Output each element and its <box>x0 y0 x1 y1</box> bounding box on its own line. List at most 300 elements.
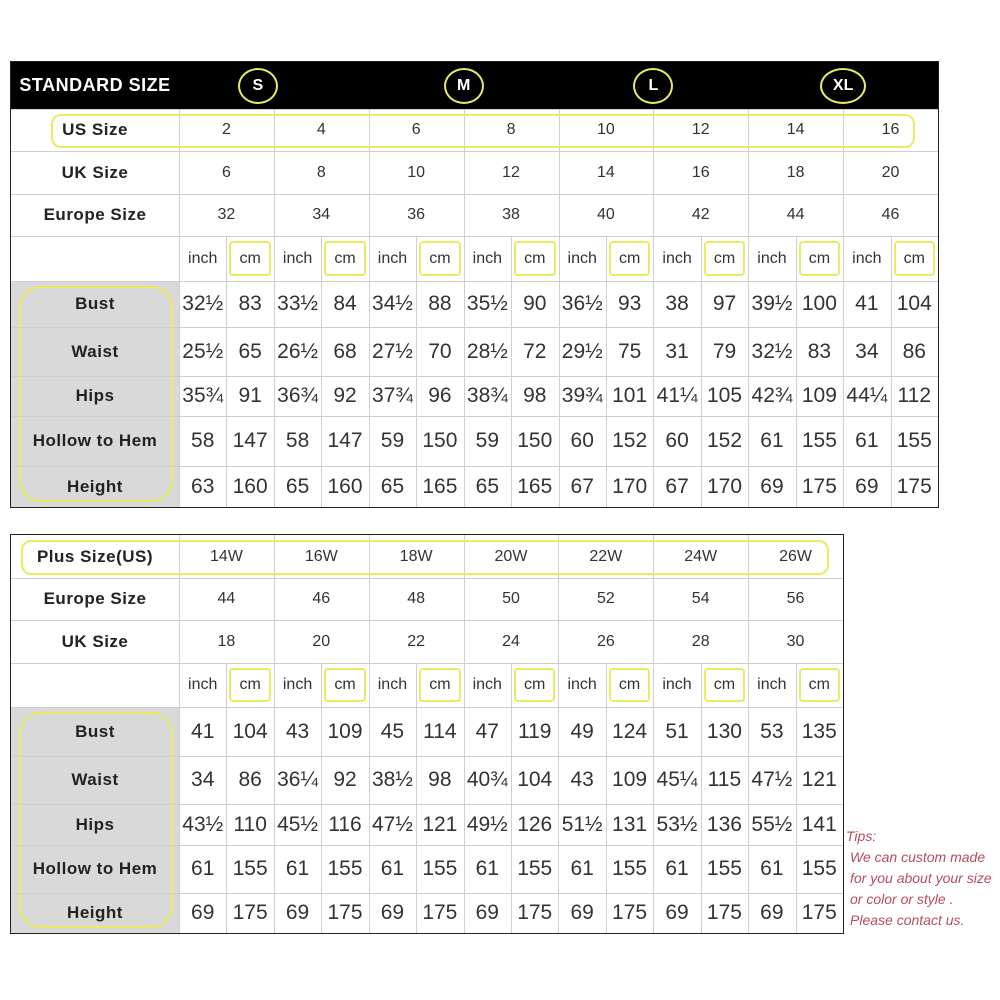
size-value: 40 <box>597 206 615 223</box>
measure-value: 126 <box>517 812 553 836</box>
unit-inch: inch <box>282 249 313 267</box>
measure-value: 155 <box>706 857 742 880</box>
unit-cm: cm <box>429 676 451 693</box>
measure-value: 69 <box>191 901 215 924</box>
measure-value: 136 <box>706 812 742 836</box>
measure-value: 45 <box>380 719 405 743</box>
grid-line <box>511 663 512 933</box>
measure-value: 86 <box>902 339 926 363</box>
unit-inch: inch <box>472 676 502 693</box>
measure-value: 43 <box>285 719 310 743</box>
size-value: 20W <box>494 547 528 565</box>
grid-line <box>653 109 654 507</box>
grid-line <box>11 327 938 328</box>
measure-value: 61 <box>380 857 405 880</box>
measure-value: 67 <box>570 474 594 498</box>
size-value: 18 <box>786 163 805 181</box>
measure-value: 43 <box>570 768 594 791</box>
measure-value: 147 <box>327 429 363 452</box>
measure-value: 104 <box>232 719 268 743</box>
measure-row-label: Hips <box>75 814 115 834</box>
measure-value: 116 <box>328 812 362 836</box>
measure-value: 47½ <box>751 768 793 791</box>
measure-value: 160 <box>232 474 268 498</box>
measure-value: 35¾ <box>182 384 224 407</box>
measure-value: 45¼ <box>656 768 698 791</box>
tips-note <box>846 826 992 931</box>
unit-cm: cm <box>429 249 451 267</box>
measure-value: 25½ <box>182 339 224 363</box>
measure-value: 61 <box>760 857 784 880</box>
grid-line <box>179 535 180 933</box>
measure-value: 141 <box>801 812 837 836</box>
grid-line <box>11 281 938 282</box>
measure-value: 110 <box>233 812 267 836</box>
size-value: 32 <box>217 206 236 223</box>
grid-line <box>11 151 938 152</box>
measure-row-label: Hips <box>75 386 115 405</box>
measure-row-label: Height <box>67 903 123 922</box>
unit-cm: cm <box>808 249 831 267</box>
measure-value: 61 <box>665 857 689 880</box>
measure-value: 45½ <box>277 812 318 836</box>
grid-line <box>891 236 892 507</box>
grid-line <box>11 804 843 805</box>
measure-value: 59 <box>380 429 405 452</box>
unit-cm: cm <box>524 249 546 267</box>
size-row-label: US Size <box>62 120 128 139</box>
measure-value: 83 <box>238 292 262 315</box>
grid-line <box>226 236 227 507</box>
measure-value: 59 <box>475 429 500 452</box>
measure-value: 92 <box>333 384 357 407</box>
size-value: 36 <box>407 206 426 223</box>
size-value: 18 <box>217 632 236 650</box>
grid-line <box>11 466 938 467</box>
unit-inch: inch <box>282 676 313 693</box>
measure-value: 175 <box>327 901 363 924</box>
tips-line: or color or style . <box>850 891 954 907</box>
measure-row-label: Hollow to Hem <box>32 859 158 878</box>
measure-value: 175 <box>232 901 268 924</box>
measure-value: 47 <box>475 719 499 743</box>
standard-size-table <box>10 61 939 508</box>
size-value: 24 <box>502 632 520 650</box>
measure-value: 39¾ <box>561 384 603 407</box>
measure-value: 34½ <box>372 292 413 315</box>
unit-inch: inch <box>472 249 503 267</box>
size-value: 48 <box>407 590 426 607</box>
measure-value: 69 <box>570 901 594 924</box>
size-value: 16 <box>691 163 710 181</box>
measure-value: 69 <box>665 901 689 924</box>
grid-line <box>653 535 654 933</box>
measure-value: 119 <box>517 719 552 743</box>
measure-value: 55½ <box>751 812 793 836</box>
measure-value: 170 <box>612 474 648 498</box>
measure-value: 61 <box>475 857 499 880</box>
measure-value: 130 <box>706 719 742 743</box>
size-value: 8 <box>506 121 516 138</box>
measure-value: 75 <box>617 339 642 363</box>
measure-value: 67 <box>665 474 689 498</box>
size-row-label: UK Size <box>61 162 129 182</box>
size-value: 28 <box>691 632 710 650</box>
unit-cm: cm <box>618 249 641 267</box>
grid-line <box>274 109 275 507</box>
measure-value: 112 <box>897 384 932 407</box>
measure-value: 101 <box>612 384 648 407</box>
measure-value: 98 <box>428 768 452 791</box>
measure-value: 88 <box>428 292 452 315</box>
measure-value: 60 <box>665 429 689 452</box>
measure-value: 83 <box>807 339 832 363</box>
grid-line <box>11 194 938 195</box>
measure-value: 61 <box>760 429 784 452</box>
grid-line <box>511 236 512 507</box>
measure-value: 51 <box>665 719 689 743</box>
measure-value: 43½ <box>182 812 224 836</box>
measure-value: 38 <box>665 292 689 315</box>
size-value: 22W <box>589 547 623 565</box>
measure-value: 65 <box>285 474 310 498</box>
measure-value: 91 <box>238 384 262 407</box>
tips-line: We can custom made <box>850 849 986 865</box>
grid-line <box>11 707 843 708</box>
unit-inch: inch <box>567 249 597 267</box>
size-value: 56 <box>786 590 805 607</box>
unit-cm: cm <box>903 249 925 267</box>
measure-row-label: Waist <box>71 770 119 789</box>
size-value: 16W <box>304 547 338 565</box>
measure-value: 135 <box>801 719 837 743</box>
size-value: 2 <box>221 121 231 138</box>
grid-line <box>843 109 844 507</box>
measure-value: 61 <box>285 857 310 880</box>
measure-value: 79 <box>712 339 737 363</box>
measure-value: 155 <box>801 857 837 880</box>
size-value: 18W <box>399 547 433 565</box>
size-value: 14 <box>597 163 615 181</box>
unit-inch: inch <box>662 249 692 267</box>
size-value: 30 <box>786 632 805 650</box>
size-row-label: UK Size <box>61 631 129 651</box>
measure-value: 121 <box>422 812 458 836</box>
measure-row-label: Bust <box>75 294 115 313</box>
unit-inch: inch <box>567 676 597 693</box>
measure-value: 40¾ <box>466 768 508 791</box>
measure-value: 124 <box>612 719 648 743</box>
measure-value: 35½ <box>466 292 508 315</box>
measure-value: 170 <box>707 474 743 498</box>
measure-value: 41 <box>855 292 879 315</box>
measure-row-label: Height <box>67 476 123 496</box>
size-value: 12 <box>691 121 710 138</box>
size-value: 6 <box>411 121 421 138</box>
measure-value: 121 <box>801 768 837 791</box>
measure-value: 165 <box>517 474 553 498</box>
size-row-label: Plus Size(US) <box>36 546 154 566</box>
grid-line <box>11 416 938 417</box>
size-value: 14 <box>786 121 805 138</box>
grid-line <box>11 845 843 846</box>
grid-line <box>179 109 180 507</box>
size-value: 54 <box>691 590 710 607</box>
measure-value: 72 <box>523 339 547 363</box>
measure-value: 155 <box>801 429 837 452</box>
unit-cm: cm <box>334 249 356 267</box>
tips-line: for you about your size <box>850 870 992 886</box>
measure-value: 152 <box>612 429 648 452</box>
size-badge-xl: XL <box>820 68 866 104</box>
measure-value: 114 <box>423 719 457 743</box>
size-value: 38 <box>502 206 520 223</box>
measure-value: 38¾ <box>466 384 508 407</box>
measure-value: 39½ <box>751 292 793 315</box>
size-badge-m: M <box>444 68 484 104</box>
measure-value: 90 <box>523 292 547 315</box>
unit-cm: cm <box>239 676 261 693</box>
measure-value: 69 <box>380 901 405 924</box>
unit-inch: inch <box>188 676 218 693</box>
size-value: 42 <box>691 206 710 223</box>
measure-value: 100 <box>801 292 837 315</box>
unit-cm: cm <box>239 249 261 267</box>
size-value: 8 <box>316 163 326 181</box>
measure-value: 97 <box>712 292 737 315</box>
measure-value: 37¾ <box>372 384 413 407</box>
size-value: 46 <box>312 590 331 607</box>
size-value: 16 <box>881 121 900 138</box>
measure-value: 49½ <box>466 812 508 836</box>
measure-value: 47½ <box>371 812 413 836</box>
unit-inch: inch <box>377 249 408 267</box>
size-value: 10 <box>407 163 426 181</box>
size-value: 14W <box>209 547 243 565</box>
unit-cm: cm <box>713 249 736 267</box>
grid-line <box>464 109 465 507</box>
measure-value: 160 <box>327 474 363 498</box>
measure-value: 86 <box>238 768 262 791</box>
measure-value: 58 <box>285 429 310 452</box>
measure-value: 93 <box>617 292 642 315</box>
unit-inch: inch <box>757 676 787 693</box>
measure-value: 34 <box>191 768 215 791</box>
grid-line <box>796 663 797 933</box>
measure-value: 53 <box>760 719 784 743</box>
measure-value: 36½ <box>561 292 603 315</box>
grid-line <box>11 578 843 579</box>
unit-inch: inch <box>757 249 787 267</box>
size-badge-l: L <box>633 68 673 104</box>
measure-value: 104 <box>517 768 553 791</box>
measure-row-label: Waist <box>71 341 119 361</box>
measure-value: 155 <box>612 857 648 880</box>
measure-value: 65 <box>475 474 500 498</box>
size-value: 44 <box>786 206 805 223</box>
measure-value: 32½ <box>182 292 224 315</box>
size-badge-s: S <box>238 68 278 104</box>
measure-value: 31 <box>665 339 689 363</box>
grid-line <box>11 893 843 894</box>
tips-title: Tips: <box>846 828 877 844</box>
measure-value: 61 <box>570 857 594 880</box>
size-value: 52 <box>596 590 615 607</box>
grid-line <box>701 236 702 507</box>
measure-value: 84 <box>333 292 357 315</box>
measure-value: 69 <box>855 474 879 498</box>
grid-line <box>274 535 275 933</box>
size-value: 46 <box>881 206 900 223</box>
measure-value: 38½ <box>371 768 413 791</box>
unit-cm: cm <box>334 676 356 693</box>
unit-cm: cm <box>618 676 641 693</box>
measure-value: 98 <box>523 384 547 407</box>
measure-value: 175 <box>517 901 553 924</box>
unit-inch: inch <box>662 676 692 693</box>
size-value: 26W <box>779 547 813 565</box>
measure-value: 63 <box>191 474 215 498</box>
size-value: 10 <box>597 121 615 138</box>
measure-value: 152 <box>707 429 743 452</box>
size-value: 4 <box>316 121 326 138</box>
measure-value: 69 <box>475 901 499 924</box>
plus-size-table <box>10 534 844 934</box>
measure-value: 69 <box>285 901 310 924</box>
measure-value: 105 <box>707 384 743 407</box>
size-value: 6 <box>221 163 231 181</box>
measure-value: 175 <box>801 901 837 924</box>
size-value: 50 <box>502 590 520 607</box>
size-value: 22 <box>407 632 426 650</box>
grid-line <box>796 236 797 507</box>
size-value: 12 <box>502 163 520 181</box>
measure-value: 65 <box>238 339 262 363</box>
size-value: 34 <box>312 206 331 223</box>
grid-line <box>416 663 417 933</box>
grid-line <box>321 663 322 933</box>
size-value: 20 <box>881 163 900 181</box>
grid-line <box>606 236 607 507</box>
measure-value: 165 <box>422 474 458 498</box>
grid-line <box>701 663 702 933</box>
measure-value: 109 <box>801 384 837 407</box>
grid-line <box>321 236 322 507</box>
measure-value: 28½ <box>466 339 508 363</box>
measure-value: 175 <box>896 474 932 498</box>
measure-value: 60 <box>570 429 594 452</box>
header-title: STANDARD SIZE <box>19 75 171 95</box>
grid-line <box>369 535 370 933</box>
measure-value: 32½ <box>751 339 793 363</box>
measure-row-label: Bust <box>75 721 115 741</box>
grid-line <box>558 535 559 933</box>
grid-line <box>559 109 560 507</box>
measure-value: 155 <box>517 857 553 880</box>
measure-value: 51½ <box>561 812 603 836</box>
measure-value: 175 <box>612 901 648 924</box>
measure-value: 109 <box>612 768 648 791</box>
measure-value: 155 <box>327 857 363 880</box>
grid-line <box>11 236 938 237</box>
measure-value: 34 <box>855 339 879 363</box>
grid-line <box>11 756 843 757</box>
measure-value: 175 <box>801 474 837 498</box>
unit-inch: inch <box>377 676 408 693</box>
measure-value: 175 <box>422 901 458 924</box>
measure-value: 41 <box>191 719 215 743</box>
size-row-label: Europe Size <box>43 205 147 224</box>
unit-cm: cm <box>524 676 546 693</box>
measure-value: 36¼ <box>277 768 318 791</box>
measure-value: 42¾ <box>751 384 793 407</box>
measure-value: 115 <box>707 768 742 791</box>
measure-value: 41¼ <box>656 384 698 407</box>
grid-line <box>11 663 843 664</box>
grid-line <box>748 109 749 507</box>
unit-cm: cm <box>808 676 830 693</box>
unit-cm: cm <box>713 676 736 693</box>
measure-value: 175 <box>706 901 742 924</box>
grid-line <box>369 109 370 507</box>
measure-value: 61 <box>855 429 879 452</box>
measure-value: 26½ <box>277 339 319 363</box>
measure-value: 29½ <box>561 339 603 363</box>
measure-value: 33½ <box>277 292 319 315</box>
measure-value: 69 <box>760 474 784 498</box>
measure-value: 150 <box>422 429 458 452</box>
measure-value: 53½ <box>656 812 698 836</box>
grid-line <box>748 535 749 933</box>
size-value: 20 <box>312 632 331 650</box>
grid-line <box>11 109 938 110</box>
measure-value: 155 <box>422 857 458 880</box>
measure-value: 58 <box>191 429 215 452</box>
grid-line <box>11 376 938 377</box>
unit-inch: inch <box>188 249 218 267</box>
size-value: 26 <box>596 632 615 650</box>
measure-value: 92 <box>333 768 357 791</box>
size-row-label: Europe Size <box>43 589 147 608</box>
measure-row-label: Hollow to Hem <box>32 431 158 450</box>
measure-value: 131 <box>612 812 648 836</box>
measure-value: 104 <box>896 292 932 315</box>
measure-value: 68 <box>333 339 357 363</box>
measure-value: 49 <box>570 719 594 743</box>
grid-line <box>11 620 843 621</box>
grid-line <box>226 663 227 933</box>
measure-value: 109 <box>327 719 363 743</box>
measure-value: 147 <box>232 429 268 452</box>
grid-line <box>606 663 607 933</box>
measure-value: 70 <box>428 339 452 363</box>
size-value: 24W <box>684 547 718 565</box>
measure-value: 27½ <box>372 339 413 363</box>
measure-value: 36¾ <box>277 384 319 407</box>
size-value: 44 <box>217 590 236 607</box>
measure-value: 96 <box>428 384 452 407</box>
unit-inch: inch <box>852 249 882 267</box>
measure-value: 150 <box>517 429 553 452</box>
measure-value: 155 <box>232 857 268 880</box>
tips-line: Please contact us. <box>850 912 965 928</box>
grid-line <box>464 535 465 933</box>
measure-value: 69 <box>760 901 784 924</box>
grid-line <box>416 236 417 507</box>
measure-value: 65 <box>380 474 405 498</box>
measure-value: 61 <box>191 857 215 880</box>
measure-value: 155 <box>896 429 932 452</box>
